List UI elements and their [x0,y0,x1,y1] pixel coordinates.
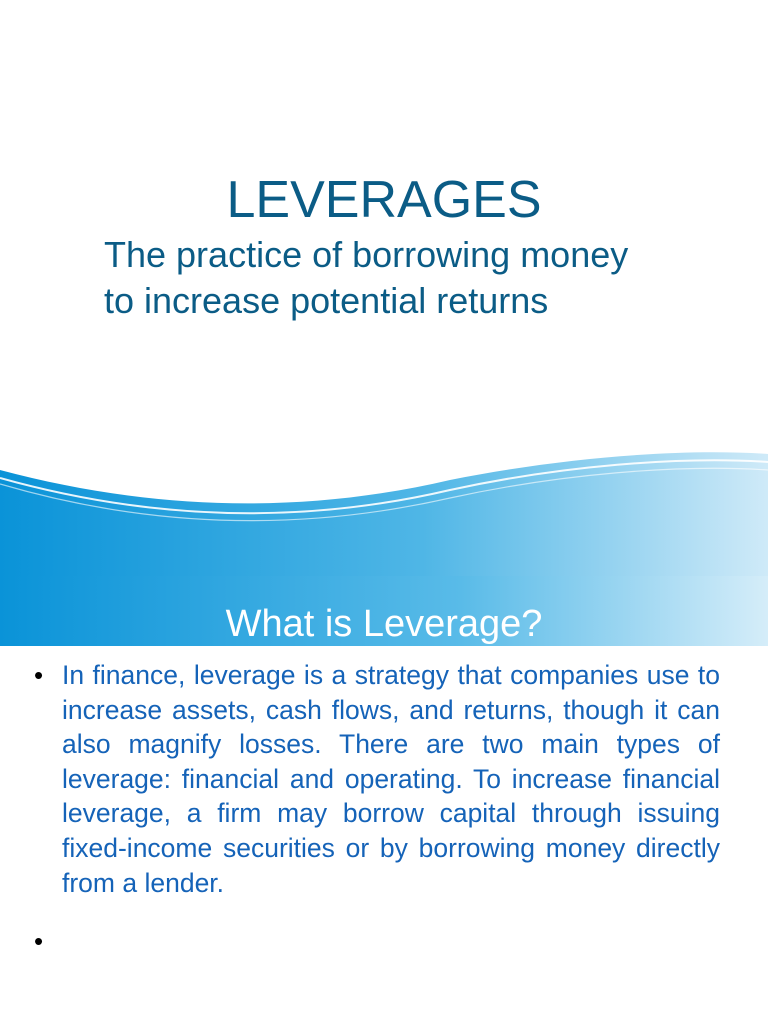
slide-subtitle [104,232,744,324]
content-slide [0,576,768,1024]
section-heading: What is Leverage? [225,603,543,645]
bullet-list [34,658,720,958]
subtitle-line-2: to increase potential returns [104,280,549,321]
wave-decoration [0,440,768,576]
list-item [34,658,720,900]
bullet-text: In finance, leverage is a strategy that companies use to increase assets, cash flows, and returns, though it can also magnify losses. There are two main types of leverage: financial and operating. To increase financial leverage, a firm may borrow capital through issuing fixed-income securities or by borrowing money directly from a lender. [62,660,720,898]
subtitle-line-1: The practice of borrowing money [104,234,629,275]
list-item [34,924,720,958]
bullet-icon: • [34,926,44,957]
bullet-icon: • [34,660,44,690]
slide-title: LEVERAGES [226,171,542,229]
